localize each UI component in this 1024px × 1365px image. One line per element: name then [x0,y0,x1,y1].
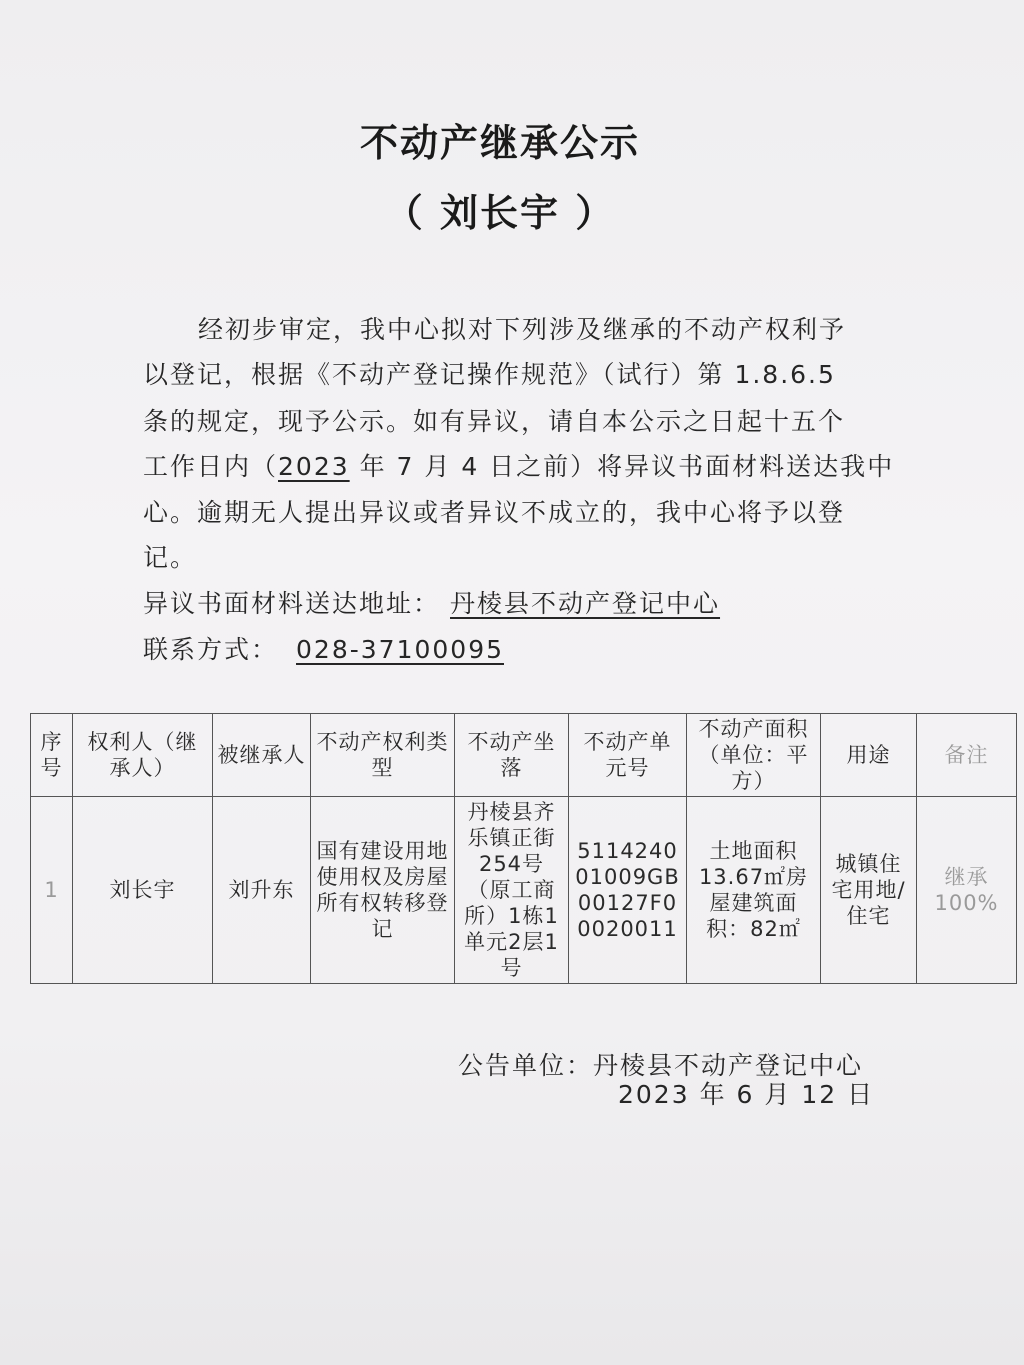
paragraph-line-4-prefix: 工作日内（ [143,452,279,481]
cell-no: 1 [31,797,73,984]
paragraph-line-6: 记。 [143,543,198,572]
cell-location: 丹棱县齐乐镇正街254号（原工商所）1栋1单元2层1号 [455,797,569,984]
table-row [31,797,1017,984]
issue-date: 2023 年 6 月 12 日 [618,1080,875,1109]
paragraph-line-1: 经初步审定，我中心拟对下列涉及继承的不动产权利予 [198,315,847,344]
address-line [143,584,883,620]
header-location: 不动产坐落 [455,714,569,797]
header-unit-no: 不动产单元号 [569,714,687,797]
deadline-year: 2023 [278,452,350,481]
contact-line [143,630,883,666]
issuer-line: 公告单位：丹棱县不动产登记中心 [458,1051,864,1080]
header-decedent: 被继承人 [213,714,311,797]
header-area: 不动产面积（单位：平方） [687,714,821,797]
inheritance-table [30,713,1017,984]
address-value: 丹棱县不动产登记中心 [450,589,721,618]
paragraph-line-5: 心。逾期无人提出异议或者异议不成立的，我中心将予以登 [143,498,846,527]
paragraph-line-2: 以登记，根据《不动产登记操作规范》（试行）第 1.8.6.5 [143,360,836,389]
address-label: 异议书面材料送达地址： [143,589,441,618]
cell-decedent: 刘升东 [213,797,311,984]
paragraph-line-4 [143,447,895,483]
table-header-row [31,714,1017,797]
contact-label: 联系方式： [143,635,279,664]
header-remark: 备注 [917,714,1017,797]
header-right-type: 不动产权利类型 [311,714,455,797]
cell-remark: 继承100% [917,797,1017,984]
header-usage: 用途 [821,714,917,797]
cell-area: 土地面积13.67㎡房屋建筑面积：82㎡ [687,797,821,984]
cell-usage: 城镇住宅用地/住宅 [821,797,917,984]
page-title: 不动产继承公示 [359,121,640,165]
page-subtitle: （ 刘长宇 ） [384,191,616,235]
cell-unit-no: 511424001009GB00127F00020011 [569,797,687,984]
header-no: 序号 [31,714,73,797]
header-heir: 权利人（继承人） [73,714,213,797]
paragraph-line-3: 条的规定，现予公示。如有异议，请自本公示之日起十五个 [143,407,846,436]
cell-heir: 刘长宇 [73,797,213,984]
cell-right-type: 国有建设用地使用权及房屋所有权转移登记 [311,797,455,984]
paragraph-line-4-suffix: 年 7 月 4 日之前）将异议书面材料送达我中 [349,452,895,481]
contact-value: 028-37100095 [296,635,504,664]
